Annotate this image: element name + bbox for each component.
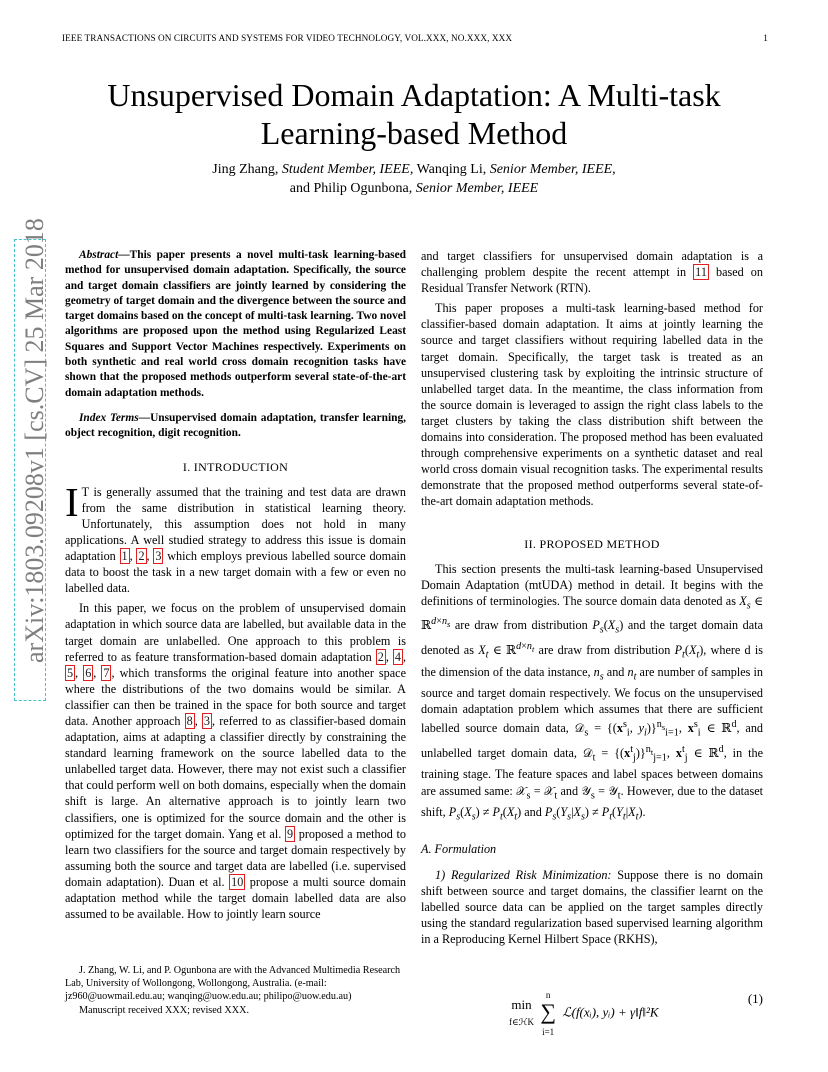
page-number: 1	[763, 33, 768, 43]
eq-min-sub: f∈ℋK	[509, 1016, 535, 1027]
citation-link[interactable]: 11	[695, 265, 707, 280]
paper-title	[40, 76, 788, 152]
citation-link[interactable]: 7	[103, 665, 110, 680]
intro-paragraph-1: I T is generally assumed that the training and test data are drawn from the same distribution in statistical learning theory. Unfortunately, this assumption does not hold in many applications. A well studied strategy to address this issue is domain adaptation 1 , 2 , 3 which employs previous labelled source domain data to boost the task in a new target domain with a few or even no labelled data.	[65, 478, 407, 596]
footnote-manuscript: Manuscript received XXX; revised XXX.	[79, 1004, 250, 1016]
formulation-paragraph	[421, 867, 763, 947]
index-terms-text: —Unsupervised domain adaptation, transfer learning, object recognition, digit recognition.	[65, 411, 406, 440]
citation-link[interactable]: 4	[394, 649, 401, 664]
citation-link[interactable]: 3	[203, 713, 211, 728]
section-heading-introduction: I. INTRODUCTION	[182, 459, 289, 474]
title-line-2: Learning-based Method	[260, 115, 568, 151]
index-terms-label: Index Terms	[79, 411, 139, 424]
journal-name: IEEE TRANSACTIONS ON CIRCUITS AND SYSTEMS FOR VIDEO TECHNOLOGY, VOL.XXX, NO.XXX, XXX	[62, 33, 513, 43]
equation-body: min f∈ℋK n ∑ i=1 ℒ(f(xᵢ), yᵢ) + γ‖f‖²K	[509, 990, 659, 1037]
title-line-1: Unsupervised Domain Adaptation: A Multi-task	[107, 77, 721, 113]
subsubsection-heading: 1) Regularized Risk Minimization:	[435, 867, 612, 882]
authors-line-1: Jing Zhang, Student Member, IEEE, Wanqing Li, Senior Member, IEEE,	[212, 162, 616, 177]
citation-link[interactable]: 6	[85, 665, 92, 680]
citation-link[interactable]: 10	[231, 874, 244, 889]
citation-link[interactable]: 8	[186, 713, 193, 728]
eq-sum-bottom: i=1	[542, 1027, 555, 1037]
citation-link[interactable]: 9	[286, 826, 294, 841]
eq-sum-top: n	[545, 990, 551, 1000]
citation-link[interactable]: 5	[67, 665, 74, 680]
index-terms	[65, 411, 406, 442]
abstract-text: —This paper presents a novel multi-task learning-based method for unsupervised domain adaptation. Specifically, the source and target domain classifiers are jointly learned by considering the geometry of target domain and the divergence between the source and target domains based on the concept of multi-task learning. Two novel algorithms are proposed upon the method using Regularized Least Squares and Support Vector Machines respectively. Experiments on both synthetic and real world cross domain recognition tasks have shown that the proposed methods outperform several state-of-the-art domain adaptation methods.	[65, 249, 406, 399]
abstract	[65, 248, 406, 401]
citation-link[interactable]: 1	[121, 549, 128, 564]
footnote-affiliation: J. Zhang, W. Li, and P. Ogunbona are with the Advanced Multimedia Research Lab, University of Wollongong, Wollongong, Australia. (e-mail: jz960@uowmail.edu.au; wanqing@uow.edu.au; philipo@uow.edu.au)	[65, 965, 401, 1003]
citation-link[interactable]: 2	[377, 649, 384, 664]
right-paragraph-1: and target classifiers for unsupervised domain adaptation is a challenging problem despite the recent attempt in 11 based on Residual Transfer Network (RTN).	[421, 249, 763, 296]
subsection-heading-formulation: A. Formulation	[421, 841, 497, 856]
formulation-text: Suppose there is no domain shift between source and target domains, the classifier learnt on the labelled source data can be applied on the target samples directly using the standard regularization based supervised learning algorithm in a Reproducing Kernel Hilbert Space (RKHS),	[421, 867, 763, 947]
equation-1	[421, 978, 763, 1037]
author-list	[80, 160, 748, 198]
footnote	[65, 964, 406, 1017]
section-heading-method: II. PROPOSED METHOD	[524, 536, 660, 551]
eq-min: min	[511, 996, 532, 1012]
eq-expression: ℒ(f(xᵢ), yᵢ) + γ‖f‖²K	[562, 1004, 659, 1020]
citation-link[interactable]: 3	[155, 549, 162, 564]
running-header	[62, 33, 768, 43]
intro-paragraph-2: In this paper, we focus on the problem of unsupervised domain adaptation in which source data are labelled, but available data in the target domain are unlabelled. One approach to this problem is referred to as feature transformation-based domain adaptation 2 , 4 , 5 , 6 , 7 , which transforms the original feature into another space where the distributions of the two domains would be similar. A classifier can then be trained in the space for both source and target data. Another approach 8 , 3 , referred to as classifier-based domain adaptation, aims at adapting a classifier directly by constraining the standard learning framework on the source labelled data to the unlabelled target data. However, there may not exist such a classifier that could perform well on both domains, especially when the domain shift is large. An alternative approach is to jointly learn two classifiers, one is optimized for the source domain and the other is optimized for the target domain. Yang et al. 9 proposed a method to learn two classifiers for the source and target domain respectively by assuming both the source and target data are labelled (i.e. supervised domain adaptation). Duan et al. 10 propose a multi source domain adaptation method while the target domain labelled data are also assumed to be available. How to jointly learn source	[65, 601, 407, 922]
citation-link[interactable]: 2	[138, 549, 145, 564]
abstract-label: Abstract	[79, 249, 119, 261]
equation-number: (1)	[747, 991, 763, 1006]
method-paragraph-1: This section presents the multi-task learning-based Unsupervised Domain Adaptation (mtUDA) method in detail. It begins with the definitions of terminologies. The source domain data denoted as $X_s$ ∈ ℝ$^{d\times n_s}$ are draw from distribution $P_s(X_s)$ and the target domain data denoted as $X_t$ ∈ ℝ$^{d\times n_t}$ are draw from distribution $P_t(X_t)$, where d is the dimension of the data instance, $n_s$ and $n_t$ are number of samples in source and target domain respectively. We focus on the unsupervised domain adaptation problem which assumes that there are sufficient labelled source domain data, 𝒟$_s$ = {($x^s_i$, $y_i)\}^{n_s}_{i=1}$, $x^s_i$ ∈ ℝ$^d$, and unlabelled target domain data, 𝒟$_t$ = $\{(x^t_j)\}^{n_t}_{j=1}$, $x^t_j$ ∈ ℝ$^d$, in the training stage. The feature spaces and label spaces between domains are assumed same: 𝒳$_s$ = 𝒳$_t$ and 𝒴$_s$ = 𝒴$_t$. However, due to the dataset shift, $P_s(X_s) \ne P_t(X_t)$ and $P_s(Y_s|X_s) \ne P_t(Y_t|X_t)$.	[421, 561, 764, 823]
drop-cap: I	[65, 478, 79, 525]
arxiv-stamp: arXiv:1803.09208v1 [cs.CV] 25 Mar 2018	[20, 218, 49, 663]
right-column	[421, 248, 763, 947]
left-column	[65, 248, 406, 922]
right-paragraph-2: This paper proposes a multi-task learning-based method for classifier-based domain adaptation. It aims at jointly learning the source and target classifiers without requiring labelled data in the target domain. Specifically, the target task is treated as an unsupervised clustering task by exploiting the intrinsic structure of unlabelled target data. In the meantime, the class information from the source domain is leveraged to assign the right class labels to the target clusters by taking the class distribution shift between the domains into consideration. The proposed method has been evaluated through comprehensive experiments on a synthetic dataset and real world cross domain visual recognition tasks. The experimental results demonstrate that the proposed method outperforms several state-of-the-art domain adaptation methods.	[421, 301, 763, 509]
authors-line-2: and Philip Ogunbona, Senior Member, IEEE	[289, 181, 539, 196]
